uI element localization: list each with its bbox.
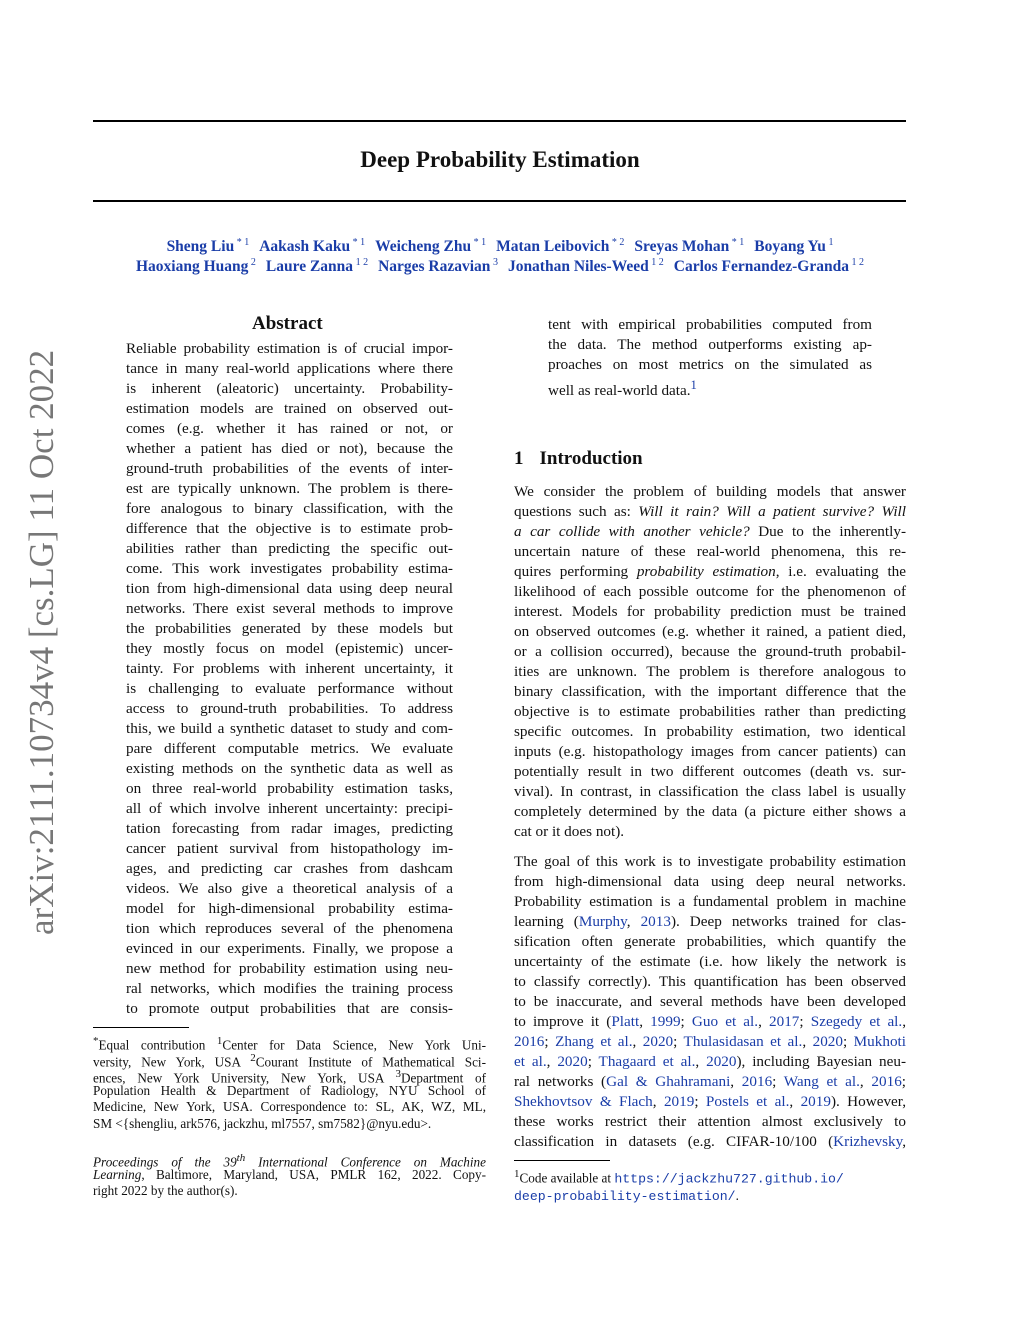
text-segment: ; [680,1013,692,1030]
text-segment: questions such as: [514,503,639,520]
text-line [514,892,906,912]
text-segment: these works restrict their attention almost exclusively to [514,1113,906,1130]
code-footnote [514,1166,914,1205]
text-segment: to improve it ( [514,1013,612,1030]
italic-text: Learning [93,1166,142,1182]
citation-link[interactable]: 2019 [663,1093,695,1110]
text-segment: , [626,913,641,930]
text-line: videos. We also give a theoretical analysis of a [126,880,453,897]
text-line: the probabilities generated by these models but [126,620,453,637]
text-line [514,972,906,992]
italic-text: International Conference on Machine [245,1154,486,1170]
text-line: existing methods on the synthetic data as well as [126,760,453,777]
text-line: to promote output probabilities that are consis- [126,1000,453,1017]
text-segment: learning ( [514,913,579,930]
top-rule [93,120,906,122]
text-segment: Center for Data Science, New York Uni- [222,1037,486,1053]
citation-link[interactable]: 2017 [769,1013,800,1030]
text-line: ral networks, which modifies the training process [126,980,453,997]
italic-text: Proceedings of the [93,1154,224,1170]
text-segment: specific outcomes. In probability estimation, two identical [514,723,906,740]
text-line [514,682,906,702]
code-footnote-rule [514,1160,610,1161]
text-line: evinced in our experiments. Finally, we propose a [126,940,453,957]
text-line [514,1092,906,1112]
text-line [514,582,906,602]
text-segment: binary classification, with the important difference that the [514,683,906,700]
text-line: they mostly focus on model (epistemic) uncer- [126,640,453,657]
footnote-rule [93,1027,189,1028]
text-line [93,1066,486,1086]
citation-link[interactable]: 2020 [812,1033,843,1050]
text-line: whether a patient has died or not), because the [126,440,453,457]
text-line [514,722,906,742]
citation-link[interactable]: Zhang et al. [555,1033,633,1050]
text-line [93,1033,486,1053]
text-segment: , [859,1073,872,1090]
text-line: tance in many real-world applications where there [126,360,453,377]
text-segment: ; [544,1033,556,1050]
text-line: proaches on most metrics on the simulated as [548,356,872,373]
text-line: ground-truth probabilities of the events of inter- [126,460,453,477]
text-line: model for high-dimensional probability estima- [126,900,453,917]
text-segment: , [632,1033,643,1050]
text-line [514,992,906,1012]
italic-text: Will it rain? Will a patient survive? Will [638,503,906,520]
text-line: est are typically unknown. The problem is there- [126,480,453,497]
author-affiliation-mark: * 1 [350,237,366,248]
author-affiliation-mark: 3 [490,257,498,268]
citation-link[interactable]: Wang et al. [783,1073,860,1090]
text-line [514,1132,906,1152]
author [378,258,498,275]
author-name: Sreyas Mohan [634,238,730,256]
text-line [514,802,906,822]
intro-paragraph-2 [514,852,906,1152]
author [496,238,624,255]
text-line [93,1150,486,1170]
author [634,238,744,255]
text-line: is challenging to evaluate performance without [126,680,453,697]
text-segment: objective is to estimate probabilities rather than predicting [514,703,906,720]
text-line [514,662,906,682]
text-segment: ; [673,1033,684,1050]
author-affiliation-mark: 1 [825,237,834,248]
code-url-link[interactable]: https://jackzhu727.github.io/ [614,1171,844,1187]
text-line [514,852,906,872]
author [754,238,833,255]
superscript: 3 [395,1068,401,1080]
text-line: is inherent (aleatoric) uncertainty. Probability- [126,380,453,397]
text-line: abilities rather than predicting the specific out- [126,540,453,557]
author-name: Aakash Kaku [259,238,351,256]
text-line [514,872,906,892]
text-segment: , Baltimore, Maryland, USA, PMLR 162, 2022. Copy- [141,1166,486,1182]
italic-text: 39 [223,1154,237,1170]
text-segment: inputs (e.g. histopathology images from cancer patients) can [514,743,906,760]
citation-link[interactable]: Szegedy et al. [810,1013,903,1030]
author-affiliation-mark: 1 2 [648,257,664,268]
text-line [93,1183,486,1200]
citation-link[interactable]: 2020 [706,1053,737,1070]
citation-link[interactable]: Thulasidasan et al. [683,1033,803,1050]
text-segment: versity, New York, USA [93,1053,251,1069]
text-segment: ), including Bayesian neu- [736,1053,907,1070]
text-segment: , [902,1013,906,1030]
text-segment: , [789,1093,801,1110]
text-line [514,562,906,582]
text-segment: or a collision occurred), because the ground-truth probabil- [514,643,906,660]
text-line [514,502,906,522]
abstract-heading: Abstract [252,313,323,334]
text-line: this, we build a synthetic dataset to study and com- [126,720,453,737]
text-line: networks. There exist several methods to improve [126,600,453,617]
text-segment: uncertainty of the estimate (i.e. how likely the network is [514,953,906,970]
section-heading-introduction [514,448,643,470]
affiliation-footnote [93,1033,486,1132]
footnote-period: . [735,1187,739,1203]
citation-link[interactable]: Thagaard et al. [598,1053,696,1070]
author-list-row-2 [0,257,1000,276]
text-segment: classification in datasets (e.g. CIFAR-10/100 ( [514,1133,834,1150]
citation-link[interactable]: Murphy [578,913,627,930]
text-line [514,912,906,932]
author [259,238,365,255]
text-segment: , [639,1013,651,1030]
text-line [514,702,906,722]
author-affiliation-mark: 1 2 [353,257,369,268]
author-affiliation-mark: * 2 [609,237,625,248]
text-line: tainty. For problems with inherent uncertainty, it [126,660,453,677]
text-line: well as real-world data.$^1$ [548,378,697,400]
text-line: estimation models are trained on observed out- [126,400,453,417]
text-segment: uncertain nature of these real-world phenomena, this re- [514,543,906,560]
text-line [514,1072,906,1092]
citation-link[interactable]: 2019 [800,1093,831,1110]
proceedings-note [93,1150,486,1200]
author [167,238,250,255]
text-line [514,522,906,542]
text-line [514,642,906,662]
text-segment: ). However, [830,1093,907,1110]
text-line: tion from high-dimensional data using deep neural [126,580,453,597]
text-segment: completely determined by the data (a picture either shows a [514,803,906,820]
text-line [514,742,906,762]
italic-text: probability estimation [636,563,776,580]
footnote-text: Code available at [519,1170,615,1186]
text-segment: ; [694,1093,706,1110]
text-line: new method for probability estimation using neu- [126,960,453,977]
text-line: come. This work investigates probability estima- [126,560,453,577]
citation-link[interactable]: 2016 [871,1073,902,1090]
author-affiliation-mark: 2 [248,257,256,268]
superscript: 1 [216,1035,223,1047]
italic-text: a car collide with another vehicle? [514,523,750,540]
text-segment: The goal of this work is to investigate probability estimation [514,853,906,870]
text-segment: sification often generate probabilities, which quantify the [514,933,906,950]
text-segment: ; [901,1073,907,1090]
text-segment: on observed outcomes (e.g. whether it rained, a patient died, [514,623,906,640]
paper-title: Deep Probability Estimation [360,147,640,172]
text-line [93,1116,486,1133]
superscript: th [236,1152,246,1164]
text-segment: , [802,1033,813,1050]
text-line [514,1012,906,1032]
citation-link[interactable]: Platt [611,1013,640,1030]
text-line: tent with empirical probabilities computed from [548,316,872,333]
text-segment: , [652,1093,664,1110]
section-title: Introduction [539,448,643,469]
author-name: Narges Razavian [378,258,491,276]
citation-link[interactable]: 2013 [640,913,671,930]
text-line: Reliable probability estimation is of crucial impor- [126,340,453,357]
text-segment: ; [842,1033,854,1050]
text-line [514,542,906,562]
author-affiliation-mark: * 1 [471,237,487,248]
text-segment: Equal contribution [98,1037,217,1053]
text-line [93,1083,486,1100]
text-segment: Population Health & Department of Radiology, NYU School of [93,1082,486,1098]
text-segment: Medicine, New York, USA. Correspondence to: SL, AK, WZ, ML, [93,1099,486,1114]
text-line [514,622,906,642]
text-line: tion which reproduces several of the phenomena [126,920,453,937]
citation-link[interactable]: 1999 [650,1013,681,1030]
author-affiliation-mark: 1 2 [848,257,864,268]
text-line: difference that the objective is to estimate prob- [126,520,453,537]
abstract-continued [548,315,872,400]
citation-link[interactable]: et al. [514,1053,547,1070]
arxiv-stamp: arXiv:2111.10734v4 [cs.LG] 11 Oct 2022 [22,349,61,935]
text-line: access to ground-truth probabilities. To address [126,700,453,717]
footnote-mark: 1 [514,1168,520,1180]
text-line [514,1052,906,1072]
author-list-row-1 [0,237,1000,256]
text-segment: , [730,1073,742,1090]
text-line: pare different computable metrics. We evaluate [126,740,453,757]
text-segment: , [695,1053,707,1070]
text-segment: Due to the inherently- [749,523,906,540]
text-segment: , [546,1053,558,1070]
text-line [514,1112,906,1132]
superscript: 2 [250,1051,256,1064]
author-name: Sheng Liu [166,238,235,256]
author-name: Carlos Fernandez-Granda [673,258,849,276]
text-line [514,782,906,802]
citation-link[interactable]: Shekhovtsov & Flach [514,1093,653,1110]
author [136,258,256,275]
text-segment: Probability estimation is a fundamental problem in machine [514,893,906,910]
text-segment: ral networks ( [514,1073,607,1090]
text-line [93,1099,486,1116]
author-affiliation-mark: * 1 [234,237,250,248]
text-line [93,1167,486,1184]
text-line [514,822,906,842]
text-segment: to be inaccurate, and several methods have been developed [514,993,906,1010]
text-segment: cat or it does not). [514,823,625,840]
abstract-body [126,339,453,1019]
text-line: on three real-world probability estimation tasks, [126,780,453,797]
text-line: tation forecasting from radar images, predicting [126,820,453,837]
text-segment: We consider the problem of building models that answer [514,483,906,500]
text-segment: ). Deep networks trained for clas- [670,913,907,930]
text-segment: , i.e. evaluating the [775,563,906,580]
text-line [514,932,906,952]
text-segment: Courant Institute of Mathematical Sci- [255,1053,486,1069]
text-line [514,762,906,782]
author [266,258,368,275]
text-line: ages, and predicting car crashes from dashcam [126,860,453,877]
text-line [514,602,906,622]
citation-link[interactable]: Krizhevsky [833,1133,903,1150]
text-segment: Department of [400,1070,486,1086]
superscript: * [93,1035,99,1047]
text-segment: from high-dimensional data using deep neural networks. [514,873,906,890]
text-line: comes (e.g. whether it has rained or not, or [126,420,453,437]
text-segment: ; [799,1013,811,1030]
title-rule [93,200,906,202]
footnote-ref[interactable]: 1 [690,378,697,392]
text-segment: ; [587,1053,599,1070]
text-segment: , [902,1133,906,1150]
text-line [514,952,906,972]
author-affiliation-mark: * 1 [729,237,745,248]
citation-link[interactable]: Gal & Ghahramani [606,1073,731,1090]
text-segment: ities are unknown. The problem is therefore analogous to [514,663,906,680]
text-segment: to classify correctly). This quantification has been observed [514,973,906,990]
citation-link[interactable]: Guo et al. [691,1013,759,1030]
text-line [514,482,906,502]
text-segment: right 2022 by the author(s). [93,1183,238,1198]
text-segment: quires performing [514,563,637,580]
author [674,258,864,275]
citation-link[interactable]: 2020 [557,1053,588,1070]
text-segment: interest. Models for probability prediction must be trained [514,603,906,620]
author-name: Matan Leibovich [496,238,610,256]
code-url-link-cont[interactable]: deep-probability-estimation/ [514,1188,736,1204]
text-segment: SM <{shengliu, ark576, jackzhu, ml7557, sm7582}@nyu.edu>. [93,1115,432,1131]
author [508,258,664,275]
text-line: fore analogous to binary classification, with the [126,500,453,517]
author-name: Haoxiang Huang [136,258,249,276]
author-name: Jonathan Niles-Weed [507,258,649,276]
text-segment: likelihood of each possible outcome for the phenomenon of [514,583,906,600]
text-line [93,1050,486,1067]
citation-link[interactable]: 2016 [514,1033,545,1050]
author-name: Boyang Yu [754,238,826,256]
author [375,238,486,255]
author-name: Laure Zanna [265,258,354,276]
text-line: all of which involve inherent uncertainty: precipi- [126,800,453,817]
text-segment: ; [772,1073,784,1090]
text-segment: ences, New York University, New York, USA [93,1070,396,1086]
text-segment: potentially result in two different outcomes (death vs. sur- [514,763,906,780]
citation-link[interactable]: 2016 [741,1073,773,1090]
author-name: Weicheng Zhu [375,238,472,256]
citation-link[interactable]: Mukhoti [853,1033,906,1050]
citation-link[interactable]: 2020 [642,1033,674,1050]
text-line: the data. The method outperforms existing ap- [548,336,872,353]
intro-paragraph-1 [514,482,906,842]
text-line [514,1032,906,1052]
text-segment: , [758,1013,769,1030]
text-line: cancer patient survival from histopathology im- [126,840,453,857]
text-segment: vival). In contrast, in classification the class label is usually [514,783,906,800]
section-number: 1 [514,448,524,469]
citation-link[interactable]: Postels et al. [705,1093,790,1110]
